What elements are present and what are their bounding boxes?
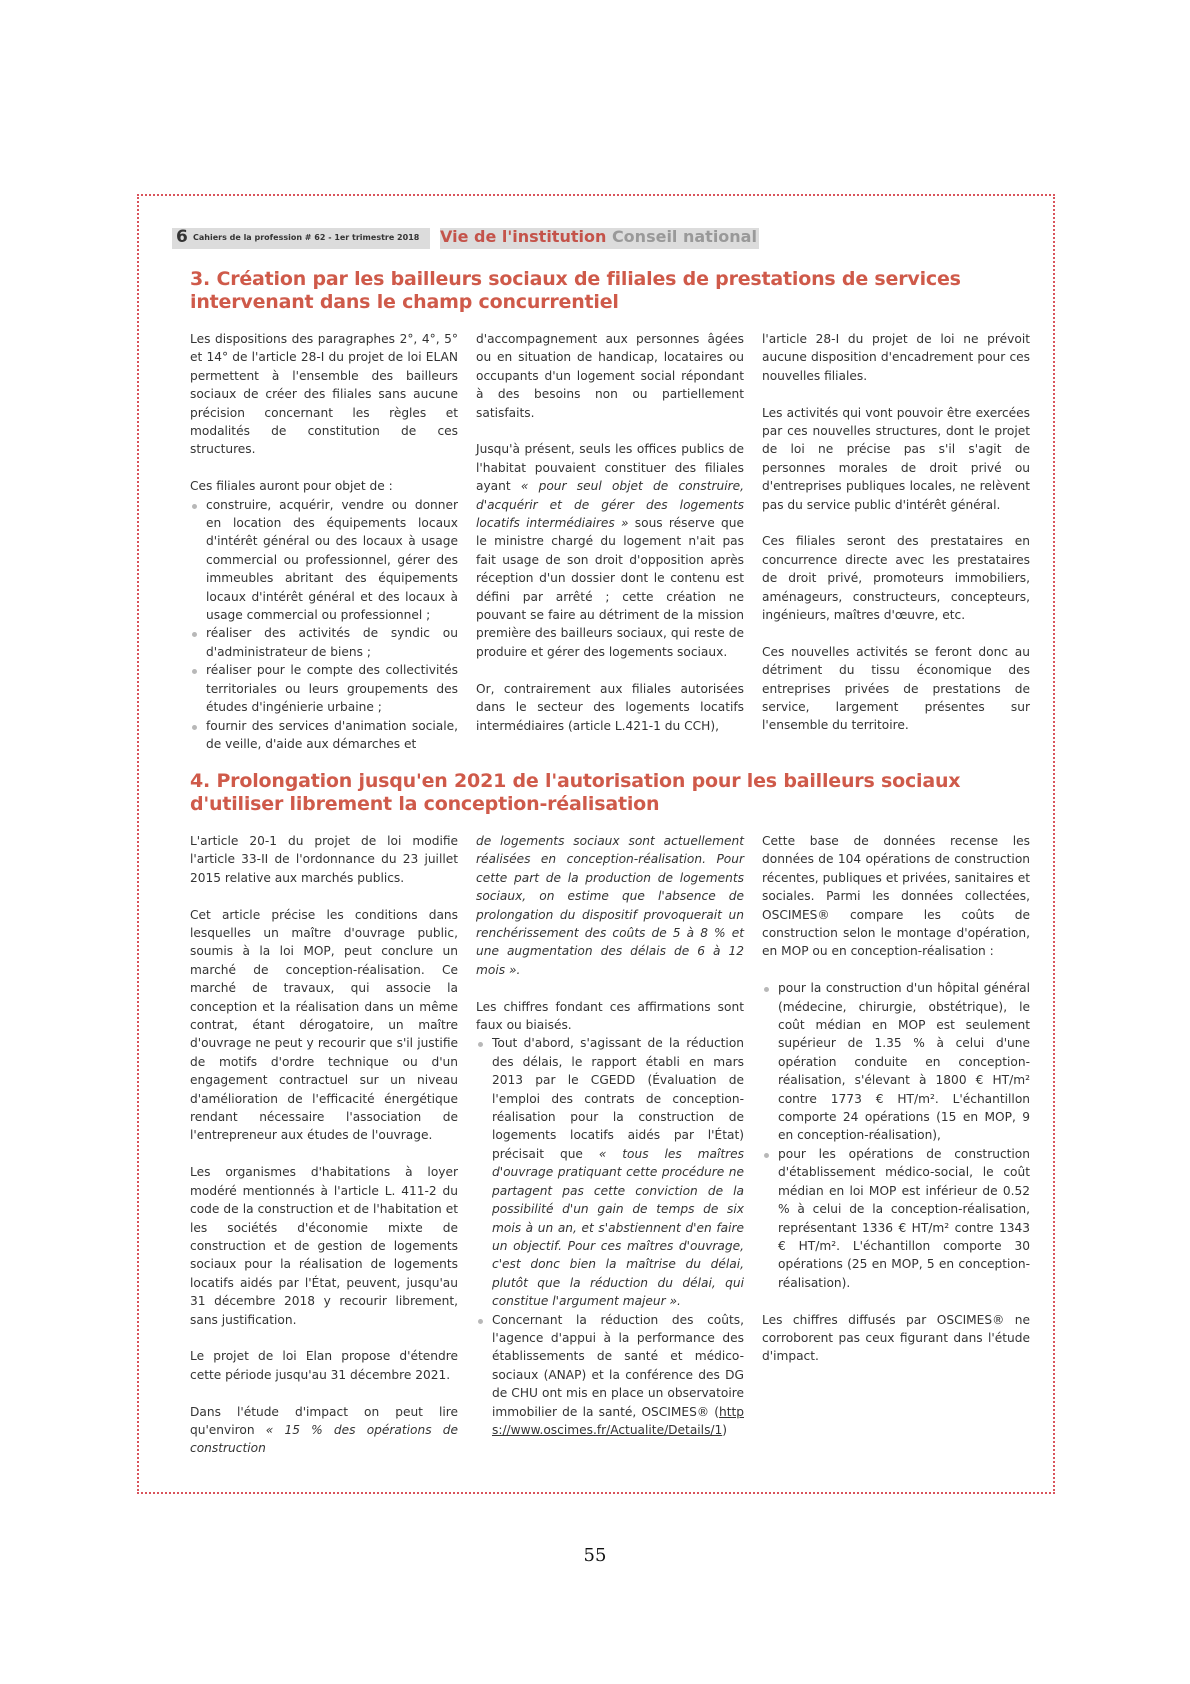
quote-paragraph: de logements sociaux sont actuellement réalisées en conception-réalisation. Pour cette part de la production de logements sociaux, on estime que l'absence de prolongation du dispositif provoquerait un renchérissement des coûts de 5 à 8 % et une augmentation des délais de 6 à 12 mois ». <box>476 834 744 977</box>
paragraph <box>476 440 744 661</box>
list-intro: Les chiffres fondant ces affirmations sont faux ou biaisés. <box>476 999 744 1033</box>
paragraph: d'accompagnement aux personnes âgées ou en situation de handicap, locataires ou occupants d'un logement social répondant à des besoins non ou partiellement satisfaits. <box>476 332 744 420</box>
paragraph: Les chiffres diffusés par OSCIMES® ne corroborent pas ceux figurant dans l'étude d'impact. <box>762 1312 1030 1364</box>
paragraph: Le projet de loi Elan propose d'étendre cette période jusqu'au 31 décembre 2021. <box>190 1349 458 1382</box>
list-item: pour les opérations de construction d'établissement médico-social, le coût médian en loi MOP est inférieur de 0.52 % à celui de la conception-réalisation, représentant 1336 € HT/m² contre 1343 € HT/m². L'échantillon comporte 30 opérations (25 en MOP, 5 en conception-réalisation). <box>762 1145 1030 1292</box>
header-section <box>440 227 757 246</box>
paragraph: Les dispositions des paragraphes 2°, 4°, 5° et 14° de l'article 28-I du projet de loi ELAN permettent à l'ensemble des bailleurs sociaux de créer des filiales sans aucune précision concernant les règles et modalités de constitution de ces structures. <box>190 332 458 457</box>
running-header <box>172 228 759 249</box>
section4-column-3 <box>762 832 1030 1384</box>
text-run: ) <box>722 1422 728 1437</box>
page-number: 55 <box>583 1545 607 1566</box>
bullet-list <box>762 979 1030 1292</box>
text-run: Jusqu'à présent, seuls les offices publics de l'habitat pouvaient constituer des filiales ayant <box>476 442 744 494</box>
header-page-number: 6 <box>176 227 188 247</box>
paragraph: Ces filiales seront des prestataires en concurrence directe avec les prestataires de droit privé, promoteurs immobiliers, aménageurs, constructeurs, concepteurs, ingénieurs, maîtres d'œuvre, etc. <box>762 534 1030 623</box>
paragraph: L'article 20-1 du projet de loi modifie l'article 33-II de l'ordonnance du 23 juillet 2015 relative aux marchés publics. <box>190 834 458 885</box>
text-run: Tout d'abord, s'agissant de la réduction des délais, le rapport établi en mars 2013 par le CGEDD (Évaluation de l'emploi des contrats de conception-réalisation pour la construction de logements locatifs aidés par l'État) précisait que <box>492 1036 744 1161</box>
quote: « 15 % des opérations de construction <box>190 1422 458 1456</box>
list-item: construire, acquérir, vendre ou donner en location des équipements locaux d'intérêt général ou des locaux à usage commercial ou professionnel, gérer des immeubles abritant des équipements locaux d'intérêt général et des locaux à usage commercial ou professionnel ; <box>190 496 458 625</box>
paragraph: Cet article précise les conditions dans lesquelles un maître d'ouvrage public, soumis à la loi MOP, peut conclure un marché de conception-réalisation. Ce marché de travaux, qui associe la conception et la réalisation dans un même contrat, étant dérogatoire, un maître d'ouvrage ne peut y recourir que s'il justifie de motifs d'ordre technique ou d'un engagement contractuel sur un niveau d'amélioration de l'efficacité énergétique rendant nécessaire l'association de l'entrepreneur aux études de l'ouvrage. <box>190 907 458 1143</box>
paragraph: Ces nouvelles activités se feront donc au détriment du tissu économique des entreprises privées de prestations de service, largement présentes sur l'ensemble du territoire. <box>762 644 1030 733</box>
paragraph: Les organismes d'habitations à loyer modéré mentionnés à l'article L. 411-2 du code de la construction et de l'habitation et les sociétés d'économie mixte de construction et de gestion de logements sociaux pour la réalisation de logements locatifs aidés par l'État, peuvent, jusqu'au 31 décembre 2018 y recourir librement, sans justification. <box>190 1165 458 1327</box>
list-item <box>476 1311 744 1440</box>
quote: « tous les maîtres d'ouvrage pratiquant cette procédure ne partagent pas cette conviction de la possibilité d'un gain de temps de six mois à un an, et s'abstiennent d'en faire un objectif. Pour ces maîtres d'ouvrage, c'est donc bien la maîtrise du délai, plutôt que la réduction du délai, qui constitue l'argument majeur ». <box>492 1146 744 1309</box>
bullet-list <box>190 496 458 754</box>
header-section-label: Vie de l'institution <box>440 227 607 246</box>
header-gap <box>430 228 440 249</box>
bullet-list <box>476 1034 744 1439</box>
list-item <box>476 1034 744 1310</box>
section4-title: 4. Prolongation jusqu'en 2021 de l'autorisation pour les bailleurs sociaux d'utiliser librement la conception-réalisation <box>190 770 961 815</box>
section3-column-2 <box>476 330 744 753</box>
list-item: pour la construction d'un hôpital général (médecine, chirurgie, obstétrique), le coût médian en MOP est seulement supérieur de 1.35 % à celui d'une opération conduite en conception-réalisation, s'élevant à 1800 € HT/m² contre 1773 € HT/m². L'échantillon comporte 24 opérations (15 en MOP, 9 en conception-réalisation), <box>762 979 1030 1145</box>
list-intro: Ces filiales auront pour objet de : <box>190 479 393 494</box>
section4-column-1 <box>190 832 458 1476</box>
section3-column-3 <box>762 330 1030 753</box>
section3-column-1 <box>190 330 458 753</box>
header-issue: Cahiers de la profession # 62 - 1er trimestre 2018 <box>193 233 420 242</box>
text-run: Concernant la réduction des coûts, l'agence d'appui à la performance des établissements de santé et médico-sociaux (ANAP) et la conférence des DG de CHU ont mis en place un observatoire immobilier de la santé, OSCIMES® ( <box>492 1312 744 1419</box>
list-item: fournir des services d'animation sociale, de veille, d'aide aux démarches et <box>190 717 458 754</box>
list-item: réaliser pour le compte des collectivités territoriales ou leurs groupements des études d'ingénierie urbaine ; <box>190 661 458 716</box>
paragraph: Les activités qui vont pouvoir être exercées par ces nouvelles structures, dont le projet de loi ne précise pas s'il s'agit de personnes morales de droit privé ou d'entreprises publiques locales, ne relèvent pas du service public d'intérêt général. <box>762 405 1030 512</box>
quote: « pour seul objet de construire, d'acquérir et de gérer des logements locatifs intermédiaires » <box>476 479 744 531</box>
paragraph <box>190 1403 458 1458</box>
text-run: Dans l'étude d'impact on peut lire qu'environ <box>190 1404 458 1437</box>
paragraph: Or, contrairement aux filiales autorisées dans le secteur des logements locatifs intermédiaires (article L.421-1 du CCH), <box>476 681 744 733</box>
paragraph: l'article 28-I du projet de loi ne prévoit aucune disposition d'encadrement pour ces nouvelles filiales. <box>762 332 1030 383</box>
header-subsection: Conseil national <box>611 227 757 246</box>
section4-column-2 <box>476 832 744 1439</box>
paragraph: Cette base de données recense les données de 104 opérations de construction récentes, publiques et privées, sanitaires et sociales. Parmi les données collectées, OSCIMES® compare les coûts de construction selon le montage d'opération, en MOP ou en conception-réalisation : <box>762 834 1030 959</box>
text-run: sous réserve que le ministre chargé du logement n'ait pas fait usage de son droit d'opposition après réception d'un dossier dont le contenu est défini par arrêté ; cette création ne pouvant se faire au détriment de la mission première des bailleurs sociaux, qui reste de produire et gérer des logements sociaux. <box>476 516 744 659</box>
section3-title: 3. Création par les bailleurs sociaux de filiales de prestations de services intervenant dans le champ concurrentiel <box>190 268 961 313</box>
oscimes-link[interactable]: https://www.oscimes.fr/Actualite/Details/1 <box>492 1404 744 1437</box>
list-item: réaliser des activités de syndic ou d'administrateur de biens ; <box>190 624 458 661</box>
